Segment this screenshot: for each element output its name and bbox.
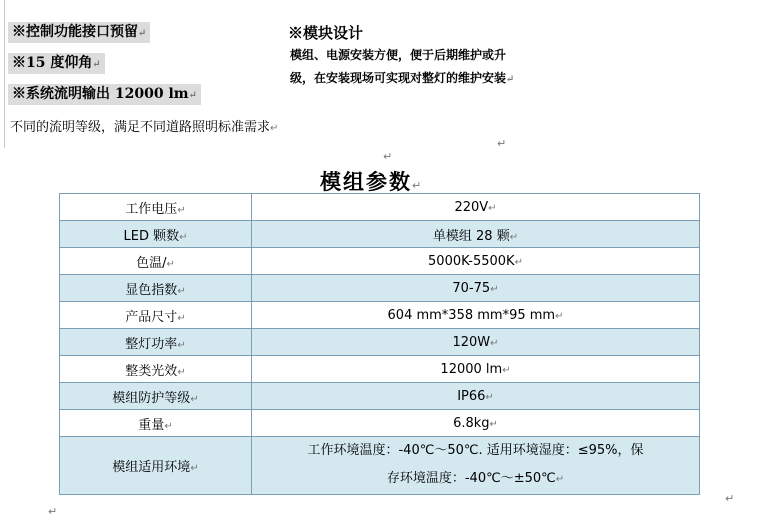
parameter-table — [59, 193, 700, 495]
param-key: 产品尺寸↵ — [60, 302, 252, 329]
return-mark: ↵ — [48, 505, 58, 518]
param-value: 70-75↵ — [252, 275, 700, 302]
param-value: 5000K-5500K↵ — [252, 248, 700, 275]
feature-control-interface — [8, 22, 150, 43]
param-value-line: 工作环境温度：-40℃～50℃. 适用环境湿度：≤95%，保 — [307, 443, 644, 458]
feature-text: ※15 度仰角 — [12, 55, 93, 71]
module-design-title: ※模块设计 — [288, 24, 364, 42]
table-title — [320, 166, 421, 196]
return-mark: ↵ — [383, 150, 393, 163]
param-key: 模组防护等级↵ — [60, 383, 252, 410]
table-row — [60, 248, 700, 275]
feature-text: ※控制功能接口预留 — [12, 24, 138, 40]
module-design-text: 模组、电源安装方便，便于后期维护或升级，在安装现场可实现对整灯的维护安装 — [290, 48, 507, 85]
feature-text: ※系统流明输出 12000 lm — [12, 86, 189, 102]
param-key: 显色指数↵ — [60, 275, 252, 302]
return-mark: ↵ — [497, 137, 507, 150]
param-value: 12000 lm↵ — [252, 356, 700, 383]
table-title-text: 模组参数 — [320, 170, 412, 194]
return-mark: ↵ — [725, 492, 735, 505]
param-key: 色温/↵ — [60, 248, 252, 275]
param-key: 整类光效↵ — [60, 356, 252, 383]
table-row — [60, 383, 700, 410]
param-key: 模组适用环境↵ — [60, 437, 252, 495]
feature-lumen-output — [8, 84, 201, 105]
return-mark: ↵ — [92, 59, 101, 70]
table-row — [60, 356, 700, 383]
return-mark: ↵ — [270, 123, 279, 134]
param-value: 120W↵ — [252, 329, 700, 356]
return-mark: ↵ — [412, 179, 422, 192]
param-value: 单模组 28 颗↵ — [252, 221, 700, 248]
table-row — [60, 275, 700, 302]
return-mark: ↵ — [138, 28, 147, 39]
table-row — [60, 302, 700, 329]
table-row — [60, 437, 700, 495]
table-row — [60, 194, 700, 221]
table-row — [60, 221, 700, 248]
margin-line — [4, 0, 5, 148]
param-value: 220V↵ — [252, 194, 700, 221]
table-row — [60, 329, 700, 356]
param-value: 604 mm*358 mm*95 mm↵ — [252, 302, 700, 329]
param-key: LED 颗数↵ — [60, 221, 252, 248]
return-mark: ↵ — [188, 90, 197, 101]
feature-text: 不同的流明等级，满足不同道路照明标准需求 — [10, 120, 271, 135]
return-mark: ↵ — [506, 74, 515, 85]
param-value: 6.8kg↵ — [252, 410, 700, 437]
module-design-description — [290, 44, 515, 91]
feature-elevation-angle — [8, 53, 105, 74]
param-value — [252, 437, 700, 495]
param-key: 工作电压↵ — [60, 194, 252, 221]
param-key: 整灯功率↵ — [60, 329, 252, 356]
table-row — [60, 410, 700, 437]
param-key: 重量↵ — [60, 410, 252, 437]
feature-lumen-description — [10, 116, 278, 135]
param-value-line: 存环境温度：-40℃～±50℃↵ — [386, 471, 565, 486]
param-value: IP66↵ — [252, 383, 700, 410]
